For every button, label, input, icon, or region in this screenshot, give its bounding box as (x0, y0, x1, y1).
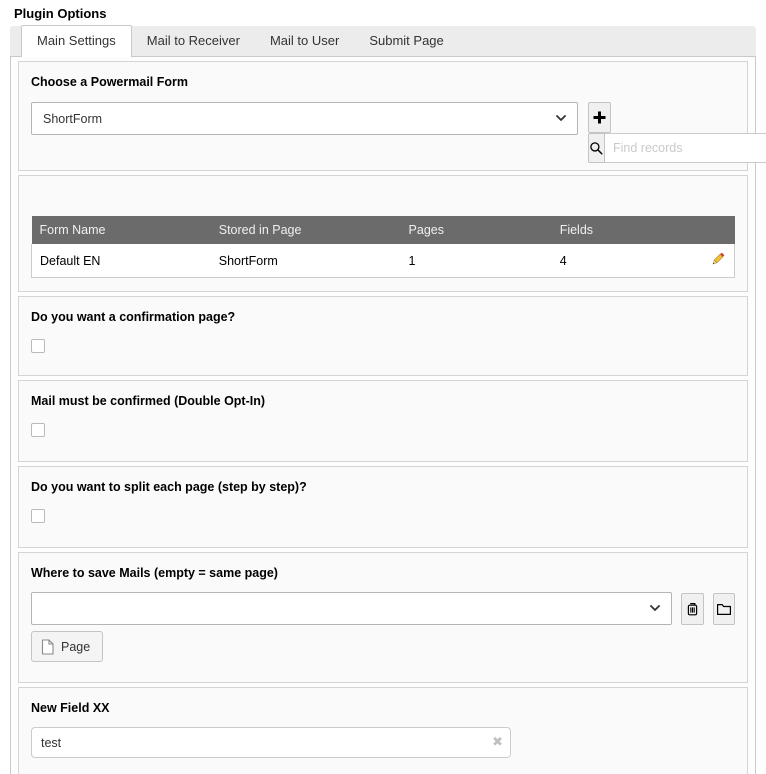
save-mails-label: Where to save Mails (empty = same page) (31, 566, 278, 580)
page-button[interactable] (31, 631, 103, 662)
chevron-down-icon (650, 605, 660, 612)
choose-form-side-controls (588, 102, 735, 163)
pencil-icon (710, 251, 726, 267)
find-records-input[interactable] (605, 133, 766, 163)
new-field-input-wrap (31, 727, 511, 758)
form-records-table (31, 216, 735, 278)
chevron-down-icon (556, 115, 566, 122)
trash-icon (685, 601, 700, 617)
tab-content-panel (10, 57, 756, 774)
page-icon (41, 639, 54, 655)
cell-fields: 4 (552, 244, 672, 278)
column-header-fields: Fields (552, 216, 672, 244)
add-form-button[interactable] (588, 102, 611, 133)
save-page-select[interactable] (31, 592, 672, 625)
column-header-pages: Pages (401, 216, 552, 244)
page-button-label: Page (61, 639, 91, 654)
browse-pages-button[interactable] (713, 593, 736, 625)
cell-form-name: Default EN (32, 244, 211, 278)
split-pages-checkbox[interactable] (31, 509, 45, 523)
form-select-value: ShortForm (43, 111, 103, 126)
edit-record-button[interactable] (671, 244, 734, 278)
column-header-actions (671, 216, 734, 244)
clear-input-icon[interactable]: ✖ (492, 734, 503, 749)
section-new-field (18, 687, 748, 774)
table-row (32, 244, 735, 278)
section-confirmation-page (18, 296, 748, 376)
form-select[interactable] (31, 102, 578, 135)
record-search-group (588, 133, 735, 163)
search-button[interactable] (588, 133, 605, 163)
confirmation-page-checkbox[interactable] (31, 339, 45, 353)
tab-label: Mail to User (269, 33, 340, 48)
search-icon (589, 141, 604, 156)
plus-icon (593, 111, 606, 124)
section-form-records (18, 175, 748, 292)
section-split-pages (18, 466, 748, 548)
section-choose-form (18, 61, 748, 171)
section-save-mails (18, 552, 748, 683)
split-pages-label: Do you want to split each page (step by step)? (31, 480, 307, 494)
section-double-opt-in (18, 380, 748, 462)
tab-label: Mail to Receiver (146, 33, 240, 48)
tab-label: Submit Page (369, 33, 444, 48)
tab-bar (10, 26, 756, 57)
tab-label: Main Settings (37, 33, 116, 48)
double-opt-in-checkbox[interactable] (31, 423, 45, 437)
new-field-label: New Field XX (31, 701, 110, 715)
table-header-row (32, 216, 735, 244)
folder-icon (716, 602, 732, 616)
tab-mail-to-user[interactable] (255, 26, 354, 56)
tab-mail-to-receiver[interactable] (132, 26, 255, 56)
tab-submit-page[interactable] (354, 26, 458, 56)
choose-form-label: Choose a Powermail Form (31, 75, 188, 89)
cell-pages: 1 (401, 244, 552, 278)
page-title: Plugin Options (14, 6, 107, 21)
tab-main-settings[interactable] (21, 25, 132, 57)
clear-selection-button[interactable] (681, 593, 704, 625)
column-header-stored-in-page: Stored in Page (211, 216, 401, 244)
new-field-input[interactable] (31, 727, 511, 758)
double-opt-in-label: Mail must be confirmed (Double Opt-In) (31, 394, 266, 408)
column-header-form-name: Form Name (32, 216, 211, 244)
cell-stored-in-page: ShortForm (211, 244, 401, 278)
confirmation-page-label: Do you want a confirmation page? (31, 310, 236, 324)
